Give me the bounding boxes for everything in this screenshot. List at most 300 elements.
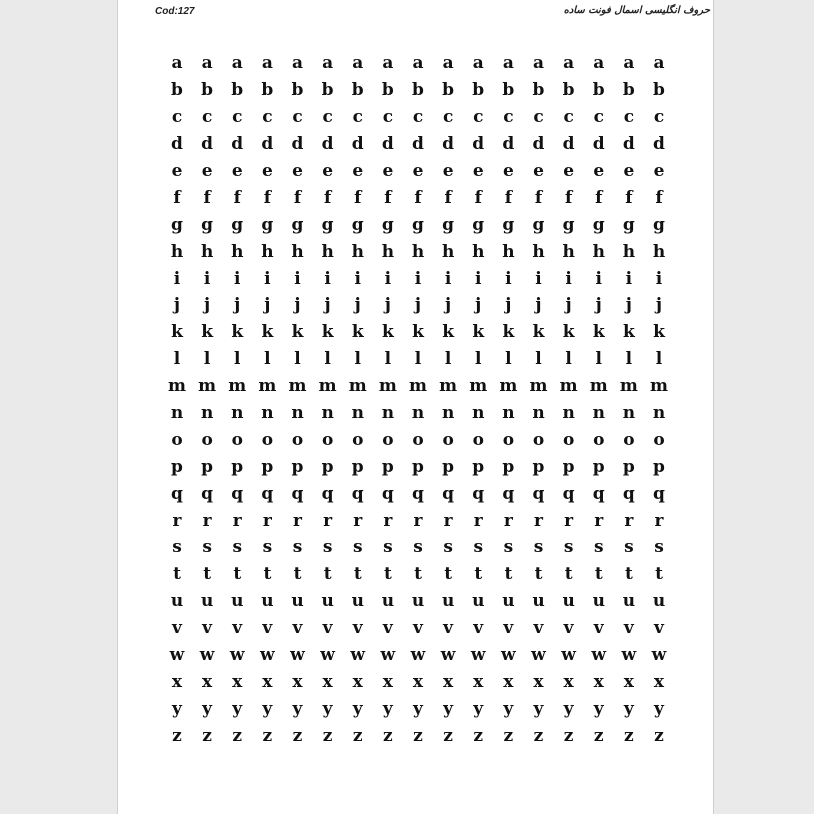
letter-x: x	[533, 671, 544, 692]
letter-a: a	[261, 53, 273, 74]
letter-b: b	[321, 80, 334, 101]
letter-h: h	[472, 241, 485, 262]
letter-o: o	[653, 429, 665, 450]
letter-b: b	[653, 80, 665, 101]
letter-h: h	[231, 241, 244, 262]
letter-g: g	[261, 214, 274, 235]
letter-u: u	[321, 591, 334, 612]
letter-t: t	[323, 564, 332, 585]
letter-b: b	[592, 80, 605, 101]
letter-w: w	[410, 645, 426, 666]
letter-d: d	[532, 134, 545, 155]
letter-l: l	[535, 349, 542, 370]
letter-j: j	[414, 295, 422, 316]
letter-y: y	[262, 698, 273, 719]
letter-g: g	[502, 214, 515, 235]
letter-p: p	[231, 456, 244, 477]
letter-s: s	[533, 537, 544, 558]
letter-j: j	[173, 295, 181, 316]
letter-y: y	[654, 698, 664, 719]
letter-j: j	[294, 295, 301, 316]
letter-f: f	[173, 187, 181, 208]
letter-j: j	[445, 295, 452, 316]
letter-s: s	[654, 537, 664, 558]
letter-e: e	[261, 161, 273, 181]
letter-z: z	[383, 725, 393, 746]
letter-i: i	[444, 268, 452, 289]
letter-p: p	[442, 456, 455, 477]
letter-k: k	[653, 322, 665, 343]
letter-n: n	[291, 403, 304, 424]
letter-row-a	[166, 50, 670, 77]
letter-b: b	[532, 80, 545, 101]
letter-o: o	[352, 429, 364, 450]
letter-o: o	[562, 429, 575, 450]
letter-l: l	[294, 349, 301, 370]
worksheet-title: حروف انگلیسی اسمال فونت ساده	[563, 5, 710, 16]
letter-b: b	[201, 80, 214, 101]
letter-q: q	[442, 483, 455, 504]
letter-f: f	[323, 187, 332, 208]
letter-w: w	[501, 645, 516, 666]
letter-e: e	[442, 161, 454, 181]
letter-a: a	[532, 53, 544, 74]
letter-h: h	[652, 241, 666, 262]
letter-o: o	[623, 429, 635, 450]
letter-row-v	[166, 615, 670, 642]
letter-r: r	[473, 510, 483, 531]
letter-w: w	[350, 645, 366, 666]
letter-n: n	[502, 403, 515, 424]
letter-i: i	[203, 268, 211, 289]
letter-b: b	[472, 80, 485, 101]
letter-t: t	[534, 564, 543, 585]
letter-q: q	[562, 483, 575, 504]
letter-v: v	[654, 618, 664, 639]
letter-p: p	[381, 456, 394, 477]
letter-row-g	[166, 211, 670, 238]
letter-y: y	[232, 698, 243, 719]
letter-row-j	[166, 292, 670, 319]
letter-l: l	[444, 349, 452, 370]
letter-a: a	[352, 53, 364, 74]
letter-r: r	[172, 510, 182, 531]
letter-f: f	[564, 187, 573, 208]
letter-g: g	[653, 214, 665, 235]
letter-v: v	[232, 618, 243, 639]
letter-g: g	[201, 214, 214, 235]
letter-d: d	[622, 134, 635, 155]
letter-k: k	[231, 322, 244, 343]
letter-m: m	[228, 376, 247, 397]
letter-z: z	[202, 725, 212, 746]
letter-v: v	[473, 618, 484, 639]
letter-a: a	[322, 53, 334, 74]
letter-k: k	[472, 322, 485, 343]
letter-row-y	[166, 695, 670, 722]
letter-n: n	[562, 403, 575, 424]
letter-s: s	[322, 537, 333, 558]
letter-n: n	[170, 403, 184, 424]
letter-i: i	[565, 268, 572, 289]
letter-s: s	[624, 537, 634, 558]
letter-b: b	[171, 80, 183, 101]
letter-k: k	[381, 322, 394, 343]
letter-y: y	[563, 698, 574, 719]
letter-m: m	[499, 376, 518, 397]
letter-j: j	[505, 295, 512, 316]
letter-i: i	[384, 268, 392, 289]
letter-q: q	[171, 483, 183, 504]
letter-l: l	[264, 349, 271, 370]
letter-q: q	[351, 483, 364, 504]
letter-e: e	[653, 161, 665, 181]
letter-j: j	[475, 295, 482, 316]
letter-m: m	[348, 376, 367, 397]
letter-s: s	[593, 537, 604, 558]
letter-q: q	[261, 483, 274, 504]
letter-m: m	[198, 376, 217, 397]
letter-y: y	[322, 698, 333, 719]
letter-o: o	[442, 429, 454, 450]
letter-y: y	[292, 698, 303, 719]
letter-p: p	[261, 456, 274, 477]
letter-q: q	[291, 483, 304, 504]
letter-h: h	[562, 241, 575, 262]
letter-d: d	[381, 134, 394, 155]
letter-k: k	[502, 322, 515, 343]
letter-p: p	[622, 456, 635, 477]
letter-j: j	[204, 295, 211, 316]
letter-c: c	[201, 107, 213, 128]
letter-j: j	[354, 295, 361, 316]
letter-f: f	[534, 187, 543, 208]
letter-o: o	[321, 429, 334, 450]
letter-v: v	[593, 618, 604, 639]
letter-x: x	[503, 671, 514, 692]
letter-f: f	[444, 187, 452, 208]
letter-o: o	[532, 429, 545, 450]
letter-l: l	[384, 349, 392, 370]
letter-k: k	[291, 322, 304, 343]
letter-k: k	[592, 322, 605, 343]
letter-c: c	[382, 107, 394, 128]
letter-p: p	[653, 456, 665, 477]
letter-u: u	[532, 591, 545, 612]
letter-p: p	[472, 456, 485, 477]
letter-row-u	[166, 588, 670, 615]
letter-h: h	[351, 241, 364, 262]
letter-f: f	[655, 187, 663, 208]
letter-f: f	[203, 187, 211, 208]
letter-j: j	[535, 295, 542, 316]
letter-r: r	[443, 510, 453, 531]
letter-r: r	[534, 510, 543, 531]
letter-m: m	[318, 376, 337, 397]
letter-g: g	[562, 214, 575, 235]
letter-p: p	[351, 456, 364, 477]
letter-b: b	[442, 80, 455, 101]
letter-h: h	[261, 241, 274, 262]
letter-r: r	[323, 510, 333, 531]
letter-p: p	[412, 456, 424, 477]
letter-s: s	[413, 537, 423, 558]
letter-h: h	[411, 241, 425, 262]
letter-j: j	[384, 295, 391, 316]
letter-w: w	[470, 645, 486, 666]
letter-h: h	[381, 241, 395, 262]
letter-x: x	[262, 671, 273, 692]
letter-e: e	[623, 161, 635, 181]
letter-row-i	[166, 265, 670, 292]
letter-t: t	[293, 564, 302, 585]
letter-t: t	[233, 564, 242, 585]
letter-row-p	[166, 453, 670, 480]
letter-c: c	[653, 107, 665, 128]
letter-z: z	[262, 725, 273, 746]
letter-t: t	[594, 564, 603, 585]
letter-row-c	[166, 104, 670, 131]
letter-n: n	[622, 403, 636, 424]
letter-q: q	[201, 483, 214, 504]
letter-row-f	[166, 184, 670, 211]
letter-h: h	[291, 241, 304, 262]
letter-y: y	[623, 698, 634, 719]
letter-y: y	[533, 698, 544, 719]
letter-o: o	[171, 429, 183, 450]
letter-r: r	[262, 510, 272, 531]
letter-x: x	[202, 671, 213, 692]
letter-t: t	[504, 564, 513, 585]
letter-c: c	[623, 107, 635, 128]
letter-h: h	[592, 241, 605, 262]
letter-c: c	[473, 107, 484, 128]
letter-z: z	[563, 725, 574, 746]
letter-q: q	[622, 483, 635, 504]
letter-h: h	[532, 241, 545, 262]
letter-b: b	[412, 80, 424, 101]
letter-row-e	[166, 158, 670, 185]
letter-row-k	[166, 319, 670, 346]
letter-l: l	[324, 349, 331, 370]
letter-z: z	[232, 725, 243, 746]
letter-g: g	[472, 214, 485, 235]
letter-v: v	[563, 618, 574, 639]
letter-row-r	[166, 507, 670, 534]
letter-j: j	[565, 295, 572, 316]
letter-j: j	[324, 295, 331, 316]
letter-n: n	[351, 403, 364, 424]
letter-i: i	[264, 268, 271, 289]
letter-a: a	[653, 53, 665, 74]
letter-k: k	[622, 322, 635, 343]
letter-r: r	[413, 510, 423, 531]
letter-e: e	[231, 161, 243, 181]
letter-a: a	[593, 53, 605, 74]
letter-w: w	[380, 645, 396, 666]
letter-r: r	[503, 510, 513, 531]
letter-m: m	[168, 376, 186, 397]
letter-b: b	[291, 80, 304, 101]
letter-z: z	[443, 725, 453, 746]
letter-a: a	[502, 53, 514, 74]
letter-j: j	[625, 295, 632, 316]
letter-x: x	[593, 671, 604, 692]
letter-w: w	[621, 645, 637, 666]
letter-p: p	[171, 456, 183, 477]
letter-d: d	[171, 134, 183, 155]
letter-e: e	[472, 161, 484, 181]
letter-u: u	[170, 591, 184, 612]
letter-i: i	[505, 268, 512, 289]
letter-f: f	[233, 187, 241, 208]
letter-x: x	[623, 671, 634, 692]
letter-e: e	[593, 161, 605, 181]
letter-j: j	[264, 295, 271, 316]
letter-c: c	[503, 107, 514, 128]
letter-c: c	[593, 107, 604, 128]
letter-w: w	[169, 645, 185, 666]
letter-row-h	[166, 238, 670, 265]
letter-grid	[166, 50, 670, 750]
letter-j: j	[234, 295, 241, 316]
letter-r: r	[353, 510, 363, 531]
letter-d: d	[351, 134, 364, 155]
letter-u: u	[441, 591, 455, 612]
letter-n: n	[261, 403, 274, 424]
letter-i: i	[595, 268, 602, 289]
letter-u: u	[231, 591, 244, 612]
letter-row-l	[166, 346, 670, 373]
letter-d: d	[502, 134, 515, 155]
letter-u: u	[291, 591, 304, 612]
letter-t: t	[444, 564, 453, 585]
letter-a: a	[171, 53, 183, 74]
letter-z: z	[624, 725, 634, 746]
letter-e: e	[201, 161, 213, 181]
letter-s: s	[503, 537, 514, 558]
letter-n: n	[200, 403, 214, 424]
letter-e: e	[322, 161, 334, 181]
letter-d: d	[261, 134, 274, 155]
letter-a: a	[623, 53, 635, 74]
letter-z: z	[292, 725, 303, 746]
letter-i: i	[294, 268, 301, 289]
letter-g: g	[592, 214, 605, 235]
letter-p: p	[562, 456, 575, 477]
letter-v: v	[413, 618, 423, 639]
letter-l: l	[414, 349, 422, 370]
letter-x: x	[232, 671, 243, 692]
letter-v: v	[533, 618, 544, 639]
letter-c: c	[262, 107, 273, 128]
letter-q: q	[532, 483, 545, 504]
letter-v: v	[322, 618, 333, 639]
letter-g: g	[442, 214, 455, 235]
letter-o: o	[412, 429, 424, 450]
letter-l: l	[625, 349, 633, 370]
letter-y: y	[352, 698, 363, 719]
letter-h: h	[441, 241, 455, 262]
letter-y: y	[593, 698, 604, 719]
letter-n: n	[592, 403, 605, 424]
letter-i: i	[324, 268, 331, 289]
letter-k: k	[261, 322, 274, 343]
letter-m: m	[439, 376, 458, 397]
letter-m: m	[559, 376, 578, 397]
letter-w: w	[651, 645, 667, 666]
letter-i: i	[173, 268, 181, 289]
letter-i: i	[475, 268, 482, 289]
letter-g: g	[231, 214, 244, 235]
letter-x: x	[653, 671, 665, 692]
letter-f: f	[384, 187, 392, 208]
letter-o: o	[502, 429, 515, 450]
letter-q: q	[412, 483, 424, 504]
letter-h: h	[321, 241, 334, 262]
letter-f: f	[354, 187, 362, 208]
letter-o: o	[261, 429, 274, 450]
letter-v: v	[352, 618, 363, 639]
letter-w: w	[260, 645, 275, 666]
letter-b: b	[261, 80, 274, 101]
letter-l: l	[565, 349, 572, 370]
letter-u: u	[502, 591, 515, 612]
letter-p: p	[592, 456, 605, 477]
letter-u: u	[592, 591, 605, 612]
letter-s: s	[262, 537, 273, 558]
letter-d: d	[231, 134, 244, 155]
letter-d: d	[562, 134, 575, 155]
letter-row-m	[166, 373, 670, 400]
letter-r: r	[232, 510, 242, 531]
letter-b: b	[502, 80, 515, 101]
letter-y: y	[202, 698, 213, 719]
letter-h: h	[622, 241, 636, 262]
letter-n: n	[411, 403, 425, 424]
letter-row-x	[166, 668, 670, 695]
letter-h: h	[170, 241, 184, 262]
letter-n: n	[652, 403, 666, 424]
letter-row-d	[166, 131, 670, 158]
letter-h: h	[200, 241, 214, 262]
letter-x: x	[443, 671, 454, 692]
letter-e: e	[502, 161, 514, 181]
letter-w: w	[290, 645, 305, 666]
letter-c: c	[412, 107, 424, 128]
letter-g: g	[171, 214, 183, 235]
letter-v: v	[172, 618, 182, 639]
letter-t: t	[353, 564, 362, 585]
letter-q: q	[502, 483, 515, 504]
letter-q: q	[592, 483, 605, 504]
letter-r: r	[383, 510, 393, 531]
letter-row-n	[166, 400, 670, 427]
letter-i: i	[354, 268, 361, 289]
letter-s: s	[563, 537, 574, 558]
letter-x: x	[292, 671, 303, 692]
letter-h: h	[502, 241, 515, 262]
letter-m: m	[529, 376, 548, 397]
letter-y: y	[172, 698, 182, 719]
letter-s: s	[232, 537, 243, 558]
letter-x: x	[412, 671, 424, 692]
letter-n: n	[532, 403, 545, 424]
letter-x: x	[322, 671, 333, 692]
letter-o: o	[593, 429, 605, 450]
letter-o: o	[231, 429, 243, 450]
letter-row-t	[166, 561, 670, 588]
